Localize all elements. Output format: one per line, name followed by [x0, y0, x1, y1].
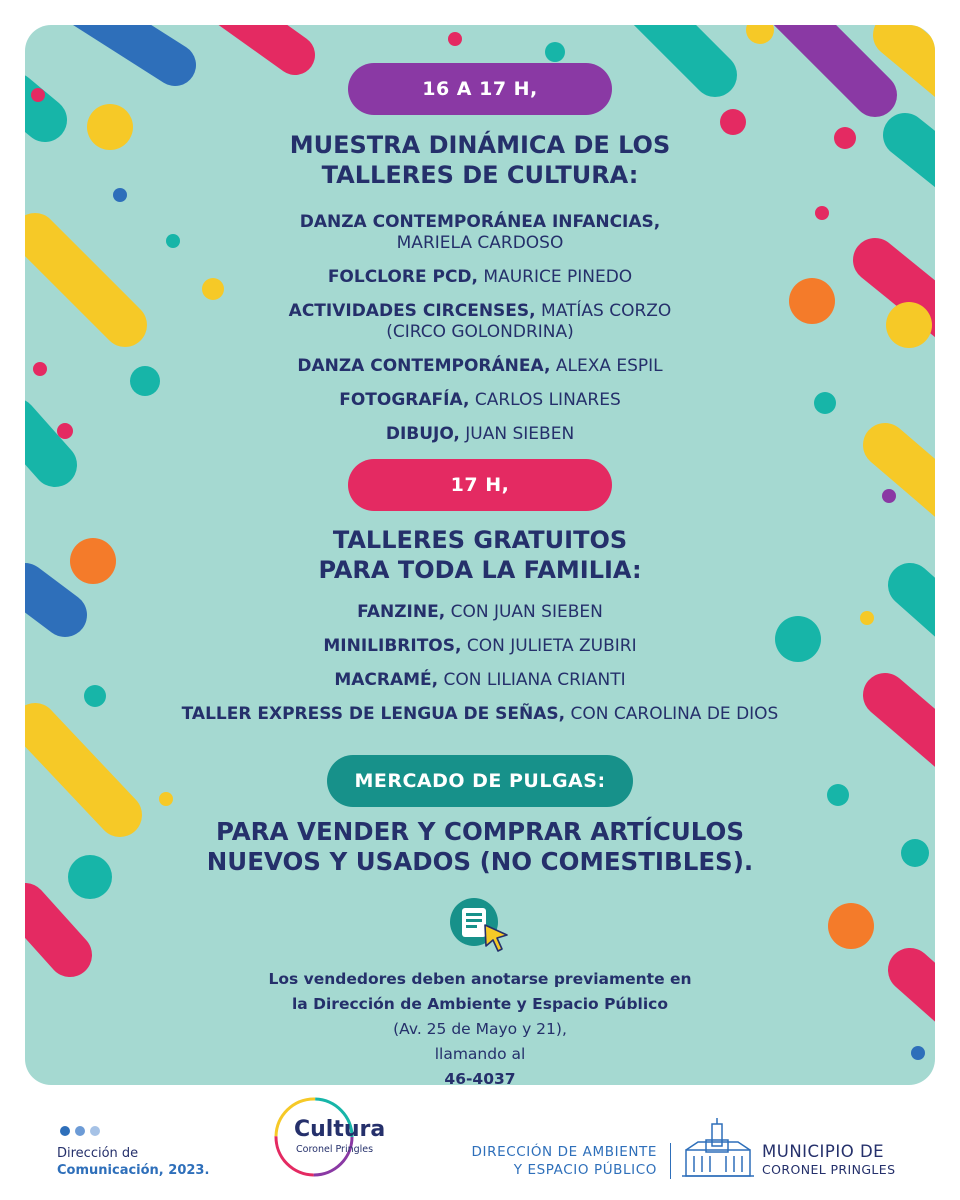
list-item: DIBUJO, JUAN SIEBEN	[385, 424, 575, 444]
list-item: FOLCLORE PCD, MAURICE PINEDO	[327, 267, 633, 287]
session1-title	[25, 130, 935, 190]
market-pill	[327, 755, 633, 807]
list-item: FOTOGRAFÍA, CARLOS LINARES	[339, 390, 621, 410]
footer-divider	[670, 1143, 671, 1179]
flyer-card	[25, 25, 935, 1085]
direccion-ambiente	[400, 1143, 657, 1179]
list-item: MINILIBRITOS, CON JULIETA ZUBIRI	[323, 636, 637, 656]
municipio-line2: CORONEL PRINGLES	[762, 1162, 896, 1177]
registration-line1: Los vendedores deben anotarse previamente en	[268, 970, 692, 988]
session2-time: 17 H,	[450, 474, 510, 496]
list-item: ACTIVIDADES CIRCENSES, MATÍAS CORZO (CIRCO GOLONDRINA)	[288, 301, 672, 342]
list-item: DANZA CONTEMPORÁNEA INFANCIAS, MARIELA CARDOSO	[299, 212, 661, 253]
municipio	[762, 1143, 895, 1179]
comm-credit	[57, 1145, 209, 1179]
list-item: MACRAMÉ, CON LILIANA CRIANTI	[334, 670, 626, 690]
municipio-line1: MUNICIPIO DE	[762, 1142, 885, 1161]
list-item: FANZINE, CON JUAN SIEBEN	[357, 602, 603, 622]
session2-title	[25, 525, 935, 585]
online-form-cursor-icon	[449, 897, 513, 955]
session1-title-line1: MUESTRA DINÁMICA DE LOS	[289, 131, 671, 159]
session1-time: 16 A 17 H,	[422, 78, 538, 100]
registration-office: la Dirección de Ambiente y Espacio Público	[291, 995, 669, 1013]
session2-time-pill	[348, 459, 612, 511]
municipal-building-icon	[682, 1118, 754, 1180]
market-description	[25, 817, 935, 877]
market-label: MERCADO DE PULGAS:	[354, 770, 606, 792]
cultura-logo-subtitle: Coronel Pringles	[296, 1144, 374, 1155]
comm-line1: Dirección de	[57, 1146, 139, 1161]
market-desc-line1: PARA VENDER Y COMPRAR ARTÍCULOS	[216, 817, 744, 846]
session1-title-line2: TALLERES DE CULTURA:	[321, 161, 639, 189]
direccion-line1: DIRECCIÓN DE AMBIENTE	[471, 1144, 657, 1160]
list-item: DANZA CONTEMPORÁNEA, ALEXA ESPIL	[297, 356, 663, 376]
comm-line2: Comunicación, 2023.	[57, 1163, 210, 1178]
cultura-logo	[272, 1095, 392, 1179]
market-desc-line2: NUEVOS Y USADOS (NO COMESTIBLES).	[206, 847, 754, 876]
registration-phone: 46-4037	[444, 1070, 516, 1085]
session1-time-pill	[348, 63, 612, 115]
cultura-logo-title: Cultura	[294, 1117, 386, 1142]
session2-workshop-list	[25, 602, 935, 725]
session2-title-line2: PARA TODA LA FAMILIA:	[318, 556, 642, 584]
direccion-line2: Y ESPACIO PÚBLICO	[513, 1162, 657, 1178]
session1-workshop-list	[25, 212, 935, 445]
list-item: TALLER EXPRESS DE LENGUA DE SEÑAS, CON CAROLINA DE DIOS	[181, 704, 779, 724]
footer	[0, 1085, 960, 1200]
session2-title-line1: TALLERES GRATUITOS	[332, 526, 628, 554]
registration-info: Los vendedores deben anotarse previamente en la Dirección de Ambiente y Espacio Público (Av. 25 de Mayo y 21), llamando al 46-4037	[25, 967, 935, 1085]
registration-address: (Av. 25 de Mayo y 21),	[393, 1020, 567, 1038]
